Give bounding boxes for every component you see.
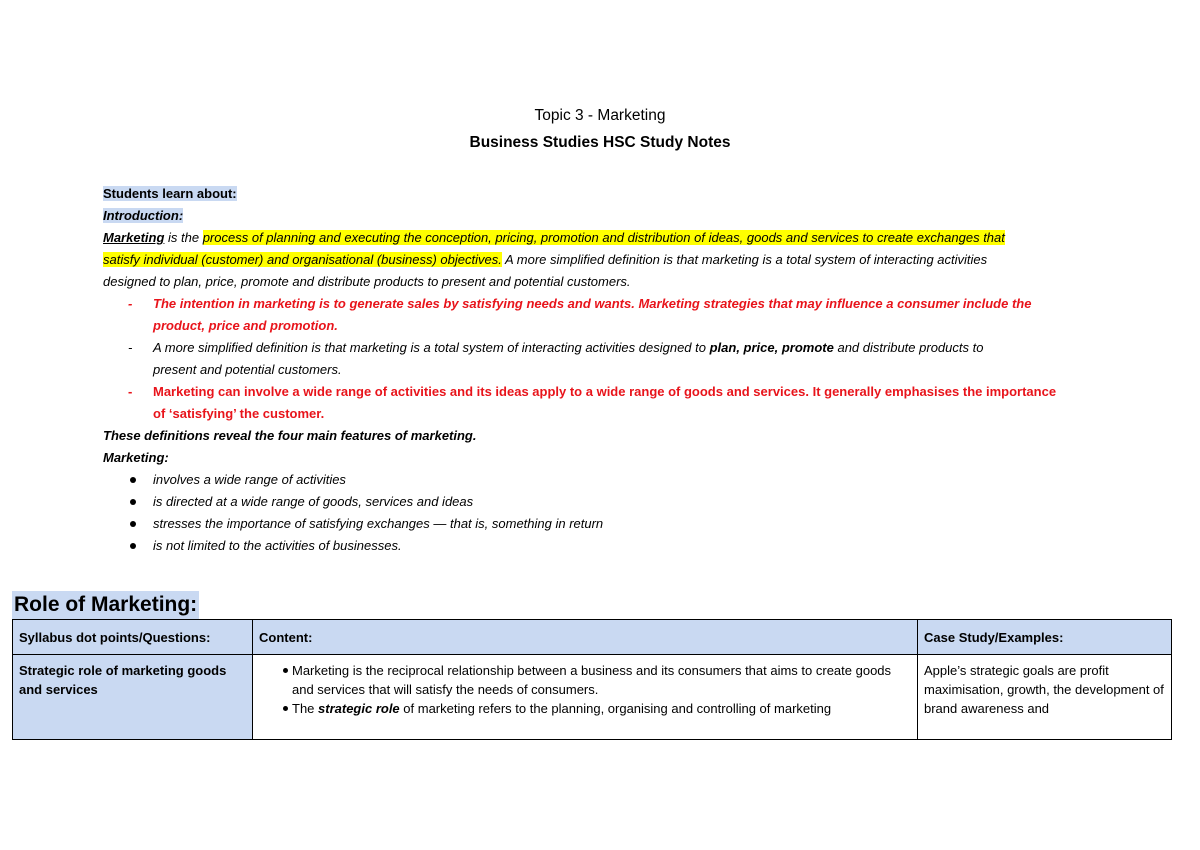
marketing-term: Marketing — [103, 230, 165, 245]
list-item-text: is not limited to the activities of businesses. — [153, 538, 402, 553]
point-intention — [103, 293, 1103, 337]
list-item — [259, 699, 911, 718]
list-item-text: of marketing refers to the planning, organising and controlling of marketing — [399, 701, 832, 716]
content-cell — [253, 655, 918, 740]
point-range-line-1: Marketing can involve a wide range of activities and its ideas apply to a wide range of goods and services. It generally emphasises the importance — [153, 384, 1057, 399]
list-item — [103, 535, 1103, 557]
point-simplified-text-a: A more simplified definition is that marketing is a total system of interacting activities designed to — [153, 340, 710, 355]
bullet-icon — [283, 706, 288, 711]
definition-line-2 — [103, 249, 1103, 271]
table-header-cell: Case Study/Examples: — [918, 620, 1172, 655]
dash-marker: - — [128, 296, 133, 311]
marketing-label: Marketing: — [103, 450, 169, 465]
list-item — [103, 491, 1103, 513]
list-item — [259, 661, 911, 699]
table-row — [13, 655, 1172, 740]
definition-connector: is the — [164, 230, 203, 245]
list-item-text: involves a wide range of activities — [153, 472, 346, 487]
point-simplified-bold: plan, price, promote — [709, 340, 834, 355]
definition-rest-2: designed to plan, price, promote and distribute products to present and potential customers. — [103, 274, 631, 289]
table-header-row — [13, 620, 1172, 655]
definition-line-1 — [103, 227, 1103, 249]
list-item-text: Marketing is the reciprocal relationship between a business and its consumers that aims to create goods and services that will satisfy the needs of consumers. — [292, 663, 892, 697]
introduction-label: Introduction: — [103, 208, 184, 223]
bullet-icon — [130, 521, 136, 527]
section-heading: Role of Marketing: — [12, 591, 199, 619]
bullet-icon — [130, 499, 136, 505]
table-header-cell: Syllabus dot points/Questions: — [13, 620, 253, 655]
bullet-icon — [283, 668, 288, 673]
dash-marker: - — [128, 384, 133, 399]
list-item-text: is directed at a wide range of goods, services and ideas — [153, 494, 474, 509]
case-study-cell: Apple’s strategic goals are profit maximisation, growth, the development of brand awareness and — [918, 655, 1172, 740]
point-range — [103, 381, 1103, 425]
strategic-role-emphasis: strategic role — [318, 701, 400, 716]
point-simplified — [103, 337, 1103, 381]
list-item-text: The — [292, 701, 319, 716]
document-subtitle: Business Studies HSC Study Notes — [469, 134, 731, 151]
syllabus-cell: Strategic role of marketing goods and services — [13, 655, 253, 740]
role-of-marketing-table — [12, 619, 1172, 740]
list-item — [103, 469, 1103, 491]
point-intention-line-1: The intention in marketing is to generate sales by satisfying needs and wants. Marketing strategies that may influence a consumer include the — [153, 296, 1032, 311]
definition-rest-1: A more simplified definition is that marketing is a total system of interacting activities — [501, 252, 988, 267]
bullet-icon — [130, 543, 136, 549]
table-header-cell: Content: — [253, 620, 918, 655]
dash-marker: - — [128, 340, 133, 355]
point-intention-line-2: product, price and promotion. — [153, 318, 338, 333]
document-title: Topic 3 - Marketing — [534, 107, 666, 124]
bullet-icon — [130, 477, 136, 483]
point-range-line-2: of ‘satisfying’ the customer. — [153, 406, 325, 421]
point-simplified-text-b: and distribute products to — [833, 340, 984, 355]
definition-highlight-2: satisfy individual (customer) and organisational (business) objectives. — [103, 252, 502, 267]
features-line: These definitions reveal the four main features of marketing. — [103, 428, 477, 443]
list-item — [103, 513, 1103, 535]
intro-section — [103, 183, 1103, 557]
point-simplified-line-2: present and potential customers. — [153, 362, 342, 377]
definition-highlight-1: process of planning and executing the conception, pricing, promotion and distribution of ideas, goods and services to create exchanges that — [202, 230, 1005, 245]
point-simplified-line-1 — [153, 337, 1103, 359]
students-learn-label: Students learn about: — [103, 186, 237, 201]
list-item-text: stresses the importance of satisfying exchanges — that is, something in return — [153, 516, 604, 531]
